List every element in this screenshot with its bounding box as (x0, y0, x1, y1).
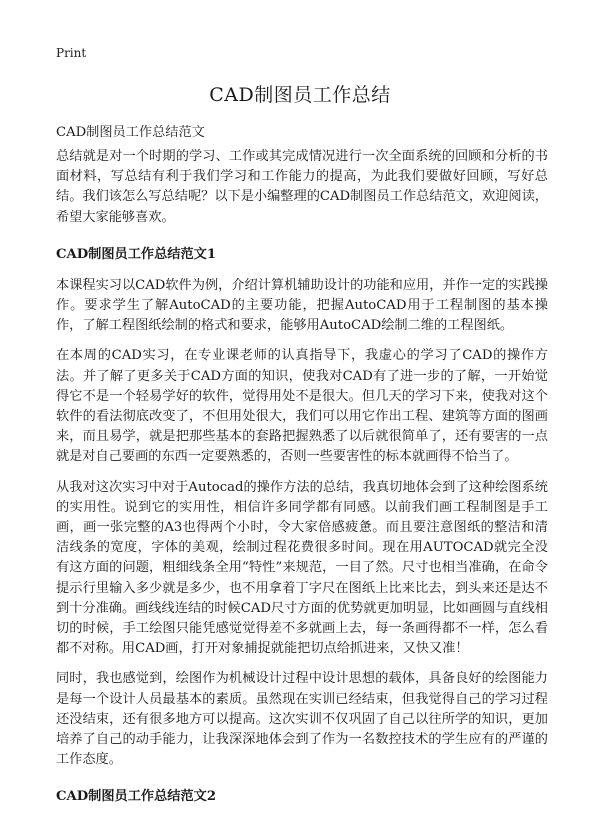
page-subtitle: CAD制图员工作总结范文 (56, 125, 205, 140)
print-link[interactable]: Print (56, 46, 87, 60)
section-1-paragraph: 在本周的CAD实习，在专业课老师的认真指导下，我虚心的学习了CAD的操作方法。并了解了更多关于CAD方面的知识，使我对CAD有了进一步的了解，一开始觉得它不是一个轻易学好的软件，觉得用处不是很大。但几天的学习下来，使我对这个软件的看法彻底改变了，不但用处很大，我们可以用它作出工程、建筑等方面的图画来，而且易学，就是把那些基本的套路把握熟悉了以后就很简单了，还有要害的一点就是对自己要画的东西一定要熟悉的，否则一些要害性的标本就画得不恰当了。 (56, 348, 548, 465)
section-heading-1: CAD制图员工作总结范文1 (56, 246, 217, 262)
section-1-paragraph: 同时，我也感觉到，绘图作为机械设计过程中设计思想的载体，具备良好的绘图能力是每一个设计人员最基本的素质。虽然现在实训已经结束，但我觉得自己的学习过程还没结束，还有很多地方可以提高。这次实训不仅巩固了自己以往所学的知识，更加培养了自己的动手能力，让我深深地体会到了作为一名数控技术的学生应有的严谨的工作态度。 (56, 671, 548, 768)
document-body (56, 147, 548, 818)
intro-paragraph: 总结就是对一个时期的学习、工作或其完成情况进行一次全面系统的回顾和分析的书面材料，写总结有利于我们学习和工作能力的提高，为此我们要做好回顾，写好总结。我们该怎么写总结呢？以下是小编整理的CAD制图员工作总结范文，欢迎阅读，希望大家能够喜欢。 (56, 149, 548, 225)
section-1-paragraph: 从我对这次实习中对于Autocad的操作方法的总结，我真切地体会到了这种绘图系统的实用性。说到它的实用性，相信许多同学都有同感。以前我们画工程制图是手工画，画一张完整的A3也得两个小时，令大家倍感疲惫。而且要注意图纸的整洁和清洁线条的宽度，字体的美观，绘制过程花费很多时间。现在用AUTOCAD就完全没有这方面的问题，粗细线条全用“特性”来规范，一目了然。尺寸也相当准确，在命令提示行里输入多少就是多少，也不用拿着丁字尺在图纸上比来比去，到头来还是达不到十分准确。画线线连结的时候CAD尺寸方面的优势就更加明显，比如画圆与直线相切的时候，手工绘图只能凭感觉觉得差不多就画上去，每一条画得都不一样，怎么看都不对称。用CAD画，打开对象捕捉就能把切点给抓进来，又快又准！ (56, 479, 548, 657)
page-title: CAD制图员工作总结 (209, 84, 391, 106)
section-1-paragraph: 本课程实习以CAD软件为例，介绍计算机辅助设计的功能和应用，并作一定的实践操作。要求学生了解AutoCAD的主要功能，把握AutoCAD用于工程制图的基本操作，了解工程图纸绘制的格式和要求，能够用AutoCAD绘制二维的工程图纸。 (56, 277, 548, 334)
section-heading-2: CAD制图员工作总结范文2 (56, 789, 217, 805)
